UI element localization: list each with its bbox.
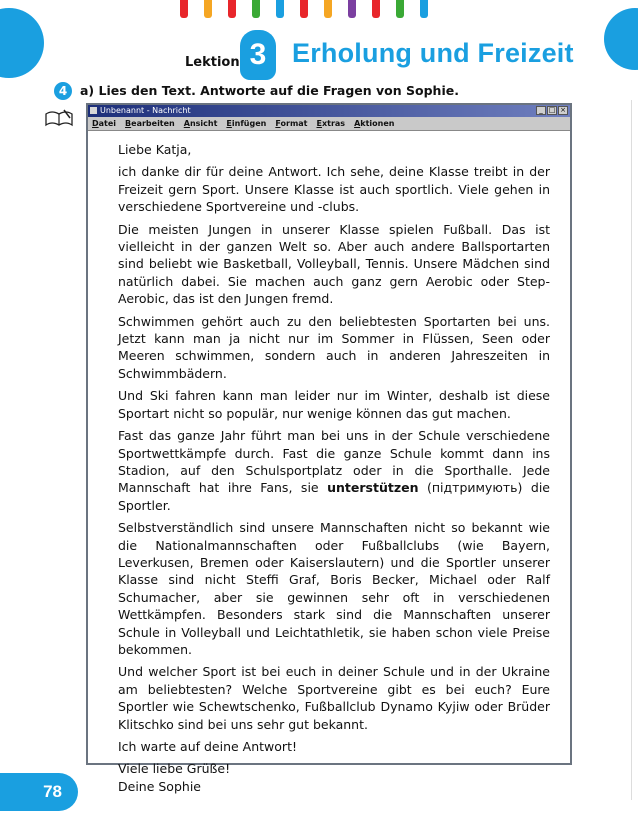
app-icon [90, 107, 97, 114]
letter-signature: Deine Sophie [118, 778, 201, 794]
header-stripe [420, 0, 428, 18]
menu-bar [88, 117, 570, 131]
window-title: Unbenannt - Nachricht [100, 106, 191, 115]
lesson-number-badge: 3 [240, 30, 276, 80]
header-stripe [252, 0, 260, 18]
menu-item-datei[interactable]: Datei [92, 119, 117, 128]
task-number-badge: 4 [54, 82, 72, 100]
letter-closing: Viele liebe Grüße! [118, 761, 231, 777]
letter-greeting: Liebe Katja, [118, 142, 192, 157]
letter-body[interactable] [118, 141, 550, 795]
header-stripe [300, 0, 308, 18]
letter-paragraph-4: Und Ski fahren kann man leider nur im Winter, deshalb ist diese Sportart nicht so populär, nur wenige können das gut machen. [118, 388, 550, 421]
header-stripe [204, 0, 212, 18]
menu-item-bearbeiten[interactable]: Bearbeiten [125, 119, 175, 128]
menu-item-extras[interactable]: Extras [316, 119, 346, 128]
menu-item-einfuegen[interactable]: Einfügen [226, 119, 267, 128]
letter-paragraph-8: Ich warte auf deine Antwort! [118, 739, 297, 754]
header-stripe [348, 0, 356, 18]
page-edge-line [631, 100, 632, 800]
header-stripe [180, 0, 188, 18]
email-window [86, 103, 572, 794]
corner-decoration-right [604, 8, 638, 70]
highlighted-word: unterstützen [327, 480, 419, 496]
header-stripe [372, 0, 380, 18]
open-book-icon [44, 108, 74, 128]
header-stripe [276, 0, 284, 18]
header-stripe [324, 0, 332, 18]
header-color-stripes [180, 0, 450, 22]
header-stripe [228, 0, 236, 18]
paragraph-5-end: (підтримують) die Sportler. [118, 480, 550, 513]
menu-item-ansicht[interactable]: Ansicht [183, 119, 218, 128]
header-stripe [396, 0, 404, 18]
letter-paragraph-5 [118, 427, 550, 514]
menu-item-format[interactable]: Format [275, 119, 308, 128]
close-button[interactable]: × [558, 106, 568, 115]
paragraph-5-start: Fast das ganze Jahr führt man bei uns in der Schule verschiedene Sportwettkämpfe durch. Fast die ganze Schule kommt dann ins Stadion, auf den Schulsportplatz oder in die Sporthalle. Jede Mannschaft hat ihre Fans, sie [118, 428, 550, 496]
menu-item-aktionen[interactable]: Aktionen [354, 119, 395, 128]
corner-decoration-left [0, 8, 44, 78]
letter-paragraph-3: Schwimmen gehört auch zu den beliebtesten Sportarten bei uns. Jetzt kann man ja nicht nur im Sommer in Flüssen, Seen oder Meeren schwimmen, sondern auch in anderen Jahreszeiten in Schwimmbädern. [118, 313, 550, 381]
lesson-title: Erholung und Freizeit [292, 38, 574, 68]
maximize-button[interactable]: □ [548, 106, 556, 114]
letter-paragraph-7: Und welcher Sport ist bei euch in deiner Schule und in der Ukraine am beliebtesten? Welche Sportvereine gibt es bei euch? Eure Sportler wie Schewtschenko, Fußballclub Dynamo Kyjiw oder Brüder Klitschko sind bei uns sehr gut bekannt. [118, 664, 550, 732]
page-number: 78 [0, 773, 78, 811]
task-instruction: a) Lies den Text. Antworte auf die Fragen von Sophie. [80, 83, 459, 98]
letter-paragraph-2: Die meisten Jungen in unserer Klasse spielen Fußball. Das ist vielleicht in der ganzen Welt so. Aber auch andere Ballsportarten sind beliebt wie Basketball, Volleyball, Tennis. Unsere Mädchen sind natürlich dabei. Sie machen auch ganz gern Aerobic oder Step-Aerobic, das ist den Jungen fremd. [118, 221, 550, 307]
window-controls [536, 106, 568, 115]
lektion-label: Lektion [185, 55, 240, 70]
letter-paragraph-6: Selbstverständlich sind unsere Mannschaften nicht so bekannt wie die Nationalmannschaften oder Fußballclubs (wie Bayern, Leverkusen, Bremen oder Kaiserslautern) und die Sportler unserer Klasse sind nicht Steffi Graf, Boris Becker, Michael oder Ralf Schumacher, aber sie gewinnen sehr oft in verschiedenen Wettkämpfen. Besonders stark sind die Mannschaften unserer Schule in Volleyball und Leichtathletik, sie haben schon viele Preise bekommen. [118, 520, 550, 657]
minimize-button[interactable]: _ [536, 106, 546, 115]
window-titlebar [88, 105, 570, 117]
letter-paragraph-1: ich danke dir für deine Antwort. Ich sehe, deine Klasse treibt in der Freizeit gern Sport. Unsere Klasse ist auch sportlich. Viele gehen in verschiedene Sportvereine und -clubs. [118, 164, 550, 215]
